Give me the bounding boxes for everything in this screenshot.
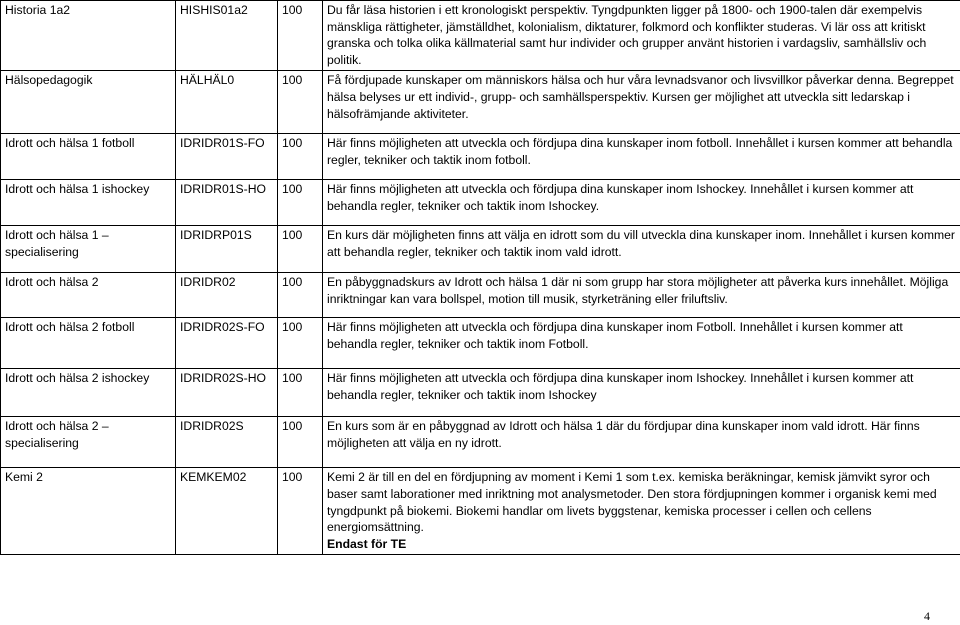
course-description: Här finns möjligheten att utveckla och fördjupa dina kunskaper inom Ishockey. Innehållet i kursen kommer att behandla regler, tekniker och taktik inom Ishockey bbox=[323, 369, 960, 417]
course-points: 100 bbox=[278, 318, 323, 369]
table-row bbox=[1, 134, 960, 180]
course-description: Du får läsa historien i ett kronologiskt perspektiv. Tyngdpunkten ligger på 1800- och 1900-talen där exempelvis mänskliga rättigheter, jämställdhet, kolonialism, diktaturer, folkmord och konflikter studeras. Vi lär oss att kritiskt granska och tolka olika källmaterial samt hur individer och grupper använt historien i vardagsliv, samhällsliv och politik. bbox=[323, 1, 960, 71]
course-code: IDRIDR01S-FO bbox=[176, 134, 278, 180]
restriction-note: Endast för TE bbox=[327, 536, 407, 551]
course-code: IDRIDR02 bbox=[176, 273, 278, 318]
course-description: En kurs där möjligheten finns att välja en idrott som du vill utveckla dina kunskaper inom. Innehållet i kursen kommer att behandla regler, tekniker och taktik inom vald idrott. bbox=[323, 226, 960, 273]
course-name: Idrott och hälsa 2 ishockey bbox=[1, 369, 176, 417]
course-description: Här finns möjligheten att utveckla och fördjupa dina kunskaper inom fotboll. Innehållet i kursen kommer att behandla regler, tekniker och taktik inom fotboll. bbox=[323, 134, 960, 180]
course-name: Idrott och hälsa 2 bbox=[1, 273, 176, 318]
course-name: Kemi 2 bbox=[1, 468, 176, 555]
course-description: En påbyggnadskurs av Idrott och hälsa 1 där ni som grupp har stora möjligheter att påverka kurs innehållet. Möjliga inriktningar kan vara bollspel, motion till musik, styrketräning eller friluftsliv. bbox=[323, 273, 960, 318]
course-description-cell bbox=[323, 468, 960, 555]
course-name: Idrott och hälsa 1 – specialisering bbox=[1, 226, 176, 273]
course-points: 100 bbox=[278, 226, 323, 273]
course-name: Idrott och hälsa 2 fotboll bbox=[1, 318, 176, 369]
course-description: Här finns möjligheten att utveckla och fördjupa dina kunskaper inom Ishockey. Innehållet i kursen kommer att behandla regler, tekniker och taktik inom Ishockey. bbox=[323, 180, 960, 226]
course-code: HÄLHÄL0 bbox=[176, 71, 278, 134]
course-code: HISHIS01a2 bbox=[176, 1, 278, 71]
course-name: Idrott och hälsa 2 – specialisering bbox=[1, 417, 176, 468]
course-name: Idrott och hälsa 1 fotboll bbox=[1, 134, 176, 180]
table-row bbox=[1, 369, 960, 417]
course-code: IDRIDRP01S bbox=[176, 226, 278, 273]
table-row bbox=[1, 71, 960, 134]
course-name: Hälsopedagogik bbox=[1, 71, 176, 134]
course-description: Här finns möjligheten att utveckla och fördjupa dina kunskaper inom Fotboll. Innehållet i kursen kommer att behandla regler, tekniker och taktik inom Fotboll. bbox=[323, 318, 960, 369]
course-points: 100 bbox=[278, 134, 323, 180]
course-points: 100 bbox=[278, 273, 323, 318]
course-code: IDRIDR02S bbox=[176, 417, 278, 468]
table-row bbox=[1, 468, 960, 555]
course-points: 100 bbox=[278, 71, 323, 134]
course-points: 100 bbox=[278, 180, 323, 226]
course-points: 100 bbox=[278, 369, 323, 417]
course-points: 100 bbox=[278, 468, 323, 555]
course-code: KEMKEM02 bbox=[176, 468, 278, 555]
table-row bbox=[1, 318, 960, 369]
course-points: 100 bbox=[278, 1, 323, 71]
course-name: Idrott och hälsa 1 ishockey bbox=[1, 180, 176, 226]
course-name: Historia 1a2 bbox=[1, 1, 176, 71]
course-code: IDRIDR02S-HO bbox=[176, 369, 278, 417]
table-row bbox=[1, 273, 960, 318]
course-code: IDRIDR02S-FO bbox=[176, 318, 278, 369]
table-row bbox=[1, 226, 960, 273]
course-description: Kemi 2 är till en del en fördjupning av moment i Kemi 1 som t.ex. kemiska beräkningar, kemisk jämvikt syror och baser samt laborationer med inriktning mot analysmetoder. Den stora fördjupningen kommer i organisk kemi med tyngdpunkt på biokemi. Biokemi handlar om livets byggstenar, kemiska processer i cellen och cellens energiomsättning. bbox=[327, 470, 937, 535]
page-number: 4 bbox=[924, 609, 930, 623]
table-row bbox=[1, 417, 960, 468]
course-code: IDRIDR01S-HO bbox=[176, 180, 278, 226]
table-row bbox=[1, 1, 960, 71]
course-points: 100 bbox=[278, 417, 323, 468]
course-description: En kurs som är en påbyggnad av Idrott och hälsa 1 där du fördjupar dina kunskaper inom vald idrott. Här finns möjligheten att välja en ny idrott. bbox=[323, 417, 960, 468]
table-row bbox=[1, 180, 960, 226]
course-description: Få fördjupade kunskaper om människors hälsa och hur våra levnadsvanor och livsvillkor påverkar denna. Begreppet hälsa belyses ur ett individ-, grupp- och samhällsperspektiv. Kursen ger möjlighet att utveckla sitt ledarskap i hälsofrämjande aktiviteter. bbox=[323, 71, 960, 134]
